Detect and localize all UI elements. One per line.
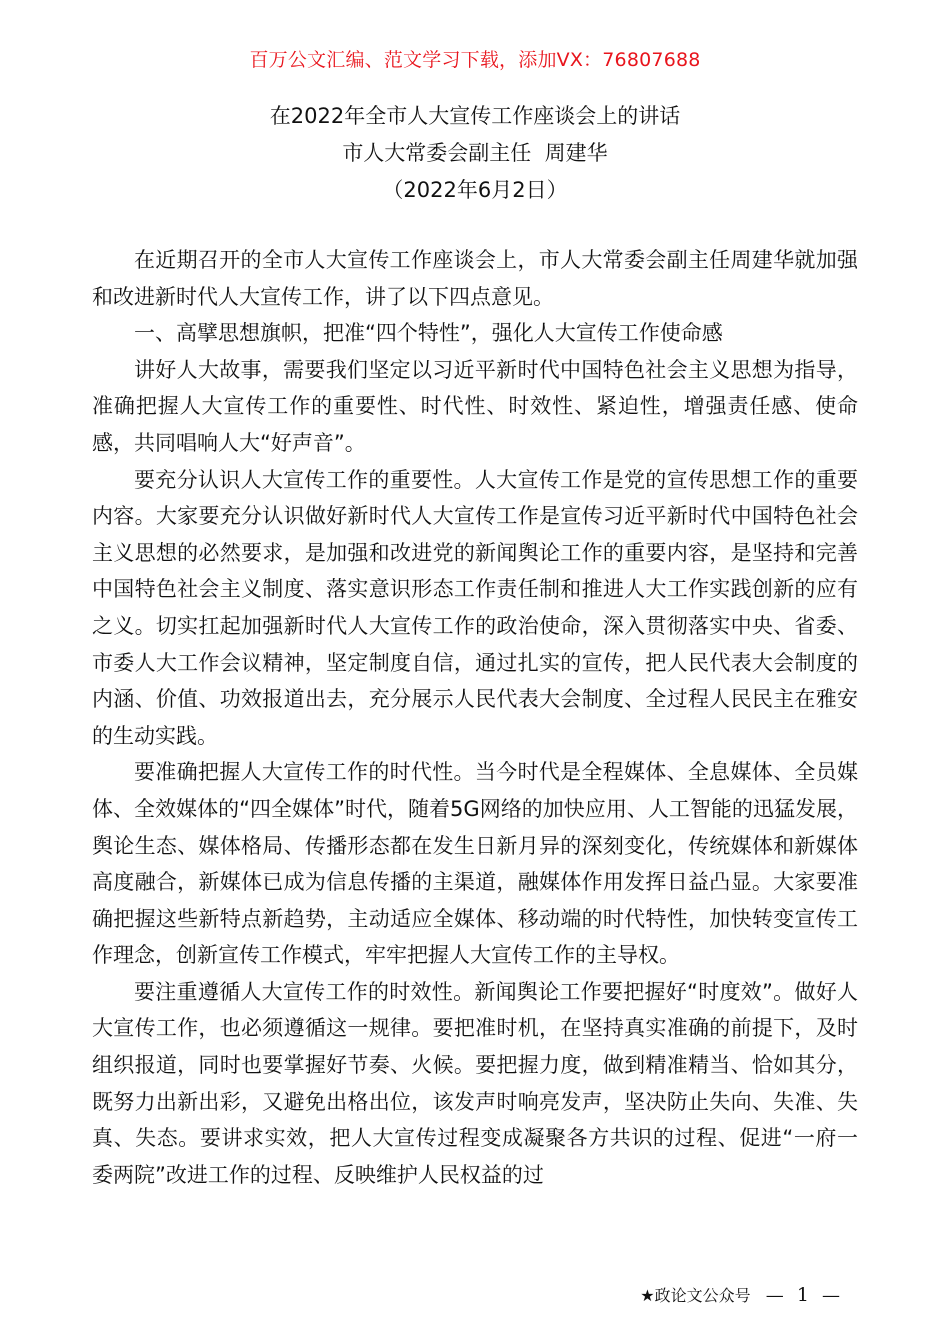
section-heading-1: 一、高擘思想旗帜，把准“四个特性”，强化人大宣传工作使命感: [134, 321, 723, 346]
speech-date: （2022年6月2日）: [382, 178, 568, 202]
paragraph-intro: 在近期召开的全市人大宣传工作座谈会上，市人大常委会副主任周建华就加强和改进新时代人大宣传工作，讲了以下四点意见。: [92, 248, 858, 309]
paragraph: 讲好人大故事，需要我们坚定以习近平新时代中国特色社会主义思想为指导，准确把握人大宣传工作的重要性、时代性、时效性、紧迫性，增强责任感、使命感，共同唱响人大“好声音”。: [92, 357, 858, 455]
paragraph: 要注重遵循人大宣传工作的时效性。新闻舆论工作要把握好“时度效”。做好人大宣传工作，也必须遵循这一规律。要把准时机，在坚持真实准确的前提下，及时组织报道，同时也要掌握好节奏、火候。要把握力度，做到精准精当、恰如其分，既努力出新出彩，又避免出格出位，该发声时响亮发声，坚决防止失向、失准、失真、失态。要讲求实效，把人大宣传过程变成凝聚各方共识的过程、促进“一府一委两院”改进工作的过程、反映维护人民权益的过: [92, 979, 858, 1187]
footer-dash-left: —: [765, 1285, 784, 1306]
document-title: 在2022年全市人大宣传工作座谈会上的讲话: [269, 104, 681, 128]
paragraph: 要准确把握人大宣传工作的时代性。当今时代是全程媒体、全息媒体、全员媒体、全效媒体的“四全媒体”时代，随着5G网络的加快应用、人工智能的迅猛发展，舆论生态、媒体格局、传播形态都在发生日新月异的深刻变化，传统媒体和新媒体高度融合，新媒体已成为信息传播的主渠道，融媒体作用发挥日益凸显。大家要准确把握这些新特点新趋势，主动适应全媒体、移动端的时代特性，加快转变宣传工作理念，创新宣传工作模式，牢牢把握人大宣传工作的主导权。: [92, 760, 858, 968]
footer-dash-right: —: [822, 1285, 840, 1306]
page-footer: [640, 1283, 840, 1308]
document-header: [0, 98, 950, 209]
speaker-line: 市人大常委会副主任 周建华: [342, 141, 608, 165]
paragraph: 要充分认识人大宣传工作的重要性。人大宣传工作是党的宣传思想工作的重要内容。大家要充分认识做好新时代人大宣传工作是宣传习近平新时代中国特色社会主义思想的必然要求，是加强和改进党的新闻舆论工作的重要内容，是坚持和完善中国特色社会主义制度、落实意识形态工作责任制和推进人大工作实践创新的应有之义。切实扛起加强新时代人大宣传工作的政治使命，深入贯彻落实中央、省委、市委人大工作会议精神，坚定制度自信，通过扎实的宣传，把人民代表大会制度的内涵、价值、功效报道出去，充分展示人民代表大会制度、全过程人民民主在雅安的生动实践。: [92, 467, 858, 748]
page-number: 1: [796, 1284, 809, 1306]
promo-banner: 百万公文汇编、范文学习下载，添加VX：76807688: [249, 49, 701, 71]
footer-source: ★政论文公众号: [640, 1286, 751, 1305]
document-body: [92, 242, 858, 1193]
